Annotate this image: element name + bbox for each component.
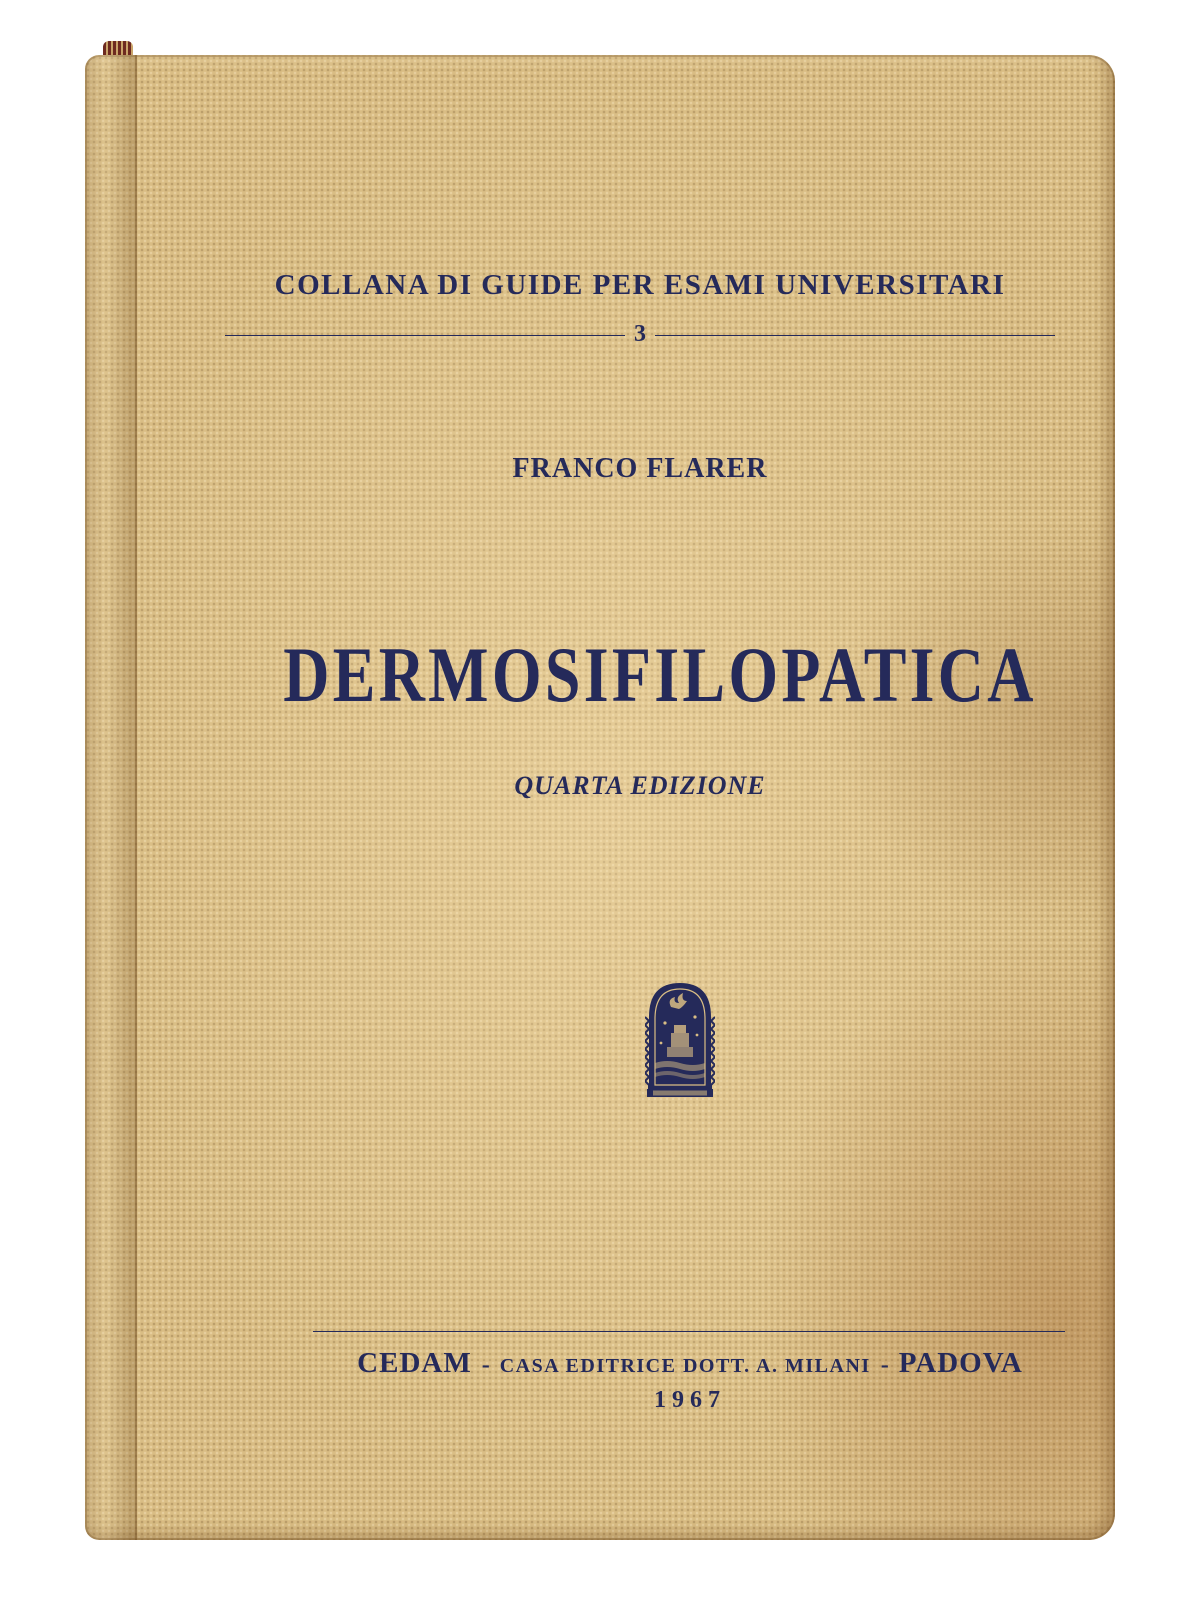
publisher-city: PADOVA	[898, 1347, 1023, 1379]
headband	[103, 41, 133, 55]
series-number: 3	[634, 321, 646, 347]
publisher-house: CASA EDITRICE DOTT. A. MILANI	[499, 1355, 871, 1377]
rule-right	[655, 335, 1055, 336]
series-number-rule	[225, 321, 1055, 351]
author-name: FRANCO FLARER	[512, 453, 768, 484]
publication-year: 1967	[654, 1387, 726, 1413]
publisher-name: CEDAM	[357, 1347, 472, 1379]
publisher-separator: -	[880, 1352, 889, 1378]
publisher-rule	[313, 1331, 1065, 1332]
publisher-separator: -	[481, 1352, 490, 1378]
publisher-emblem-icon	[645, 977, 715, 1107]
series-title: COLLANA DI GUIDE PER ESAMI UNIVERSITARI	[274, 269, 1006, 301]
book-title: DERMOSIFILOPATICA	[283, 631, 1037, 718]
publisher-line	[285, 1347, 1095, 1380]
book-cover	[85, 55, 1115, 1540]
book-spine-edge	[85, 55, 137, 1540]
rule-left	[225, 335, 625, 336]
edition-label: QUARTA EDIZIONE	[514, 771, 766, 800]
